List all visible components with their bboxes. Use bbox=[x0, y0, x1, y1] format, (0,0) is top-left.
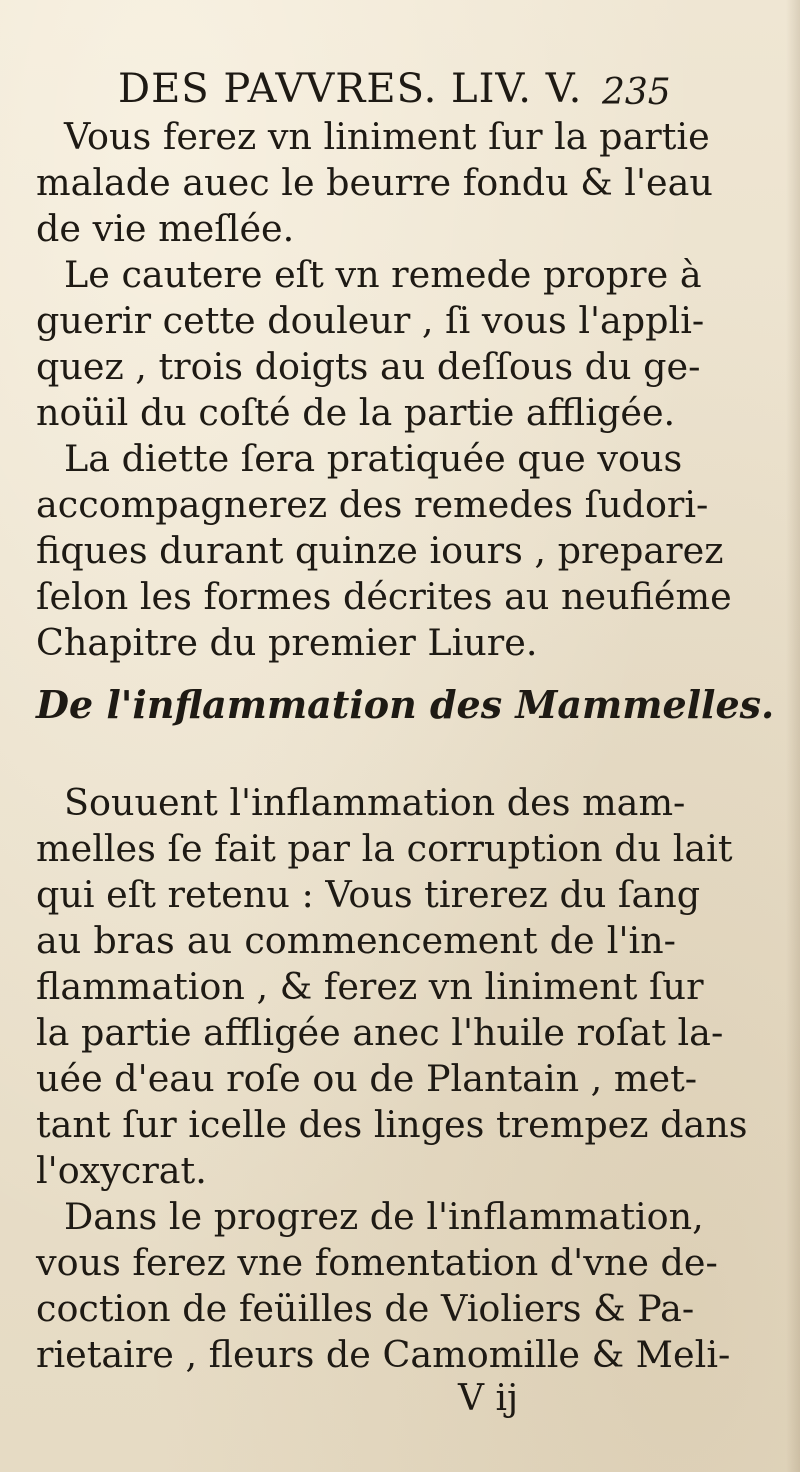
text-line: rietaire , fleurs de Camomille & Meli- bbox=[36, 1333, 731, 1376]
text-line: Le cautere eſt vn remede propre à bbox=[64, 253, 702, 296]
text-line: malade auec le beurre fondu & l'eau bbox=[36, 161, 713, 204]
text-line: fiques durant quinze iours , preparez bbox=[36, 529, 724, 572]
text-line: Dans le progrez de l'inflammation, bbox=[64, 1195, 704, 1238]
text-line: qui eſt retenu : Vous tirerez du ſang bbox=[36, 873, 701, 916]
text-line: La diette ſera pratiquée que vous bbox=[64, 437, 683, 480]
text-line: Chapitre du premier Liure. bbox=[36, 621, 538, 664]
text-line: quez , trois doigts au deſſous du ge- bbox=[36, 345, 701, 388]
text-line: coction de feüilles de Violiers & Pa- bbox=[36, 1287, 695, 1330]
text-line: au bras au commencement de l'in- bbox=[36, 919, 676, 962]
text-line: de vie meſlée. bbox=[36, 207, 295, 250]
section-title: De l'inflammation des Mammelles. bbox=[36, 682, 775, 727]
text-line: tant ſur icelle des linges trempez dans bbox=[36, 1103, 748, 1146]
running-head: DES PAVVRES. LIV. V. bbox=[118, 66, 583, 112]
page-number: 235 bbox=[602, 72, 671, 113]
text-line: la partie affligée anec l'huile roſat la- bbox=[36, 1011, 724, 1054]
text-line: ſelon les formes décrites au neufiéme bbox=[36, 575, 732, 618]
text-line: vous ferez vne fomentation d'vne de- bbox=[36, 1241, 718, 1284]
text-line: l'oxycrat. bbox=[36, 1149, 207, 1192]
text-line: noüil du coſté de la partie affligée. bbox=[36, 391, 676, 434]
text-line: Vous ferez vn liniment ſur la partie bbox=[64, 115, 710, 158]
text-line: accompagnerez des remedes ſudori- bbox=[36, 483, 709, 526]
text-line: melles ſe fait par la corruption du lait bbox=[36, 827, 733, 870]
signature-mark: V ij bbox=[458, 1378, 519, 1419]
text-line: Souuent l'inflammation des mam- bbox=[64, 781, 686, 824]
text-line: guerir cette douleur , ſi vous l'appli- bbox=[36, 299, 705, 342]
text-line: uée d'eau roſe ou de Plantain , met- bbox=[36, 1057, 698, 1100]
text-line: flammation , & ferez vn liniment ſur bbox=[36, 965, 704, 1008]
